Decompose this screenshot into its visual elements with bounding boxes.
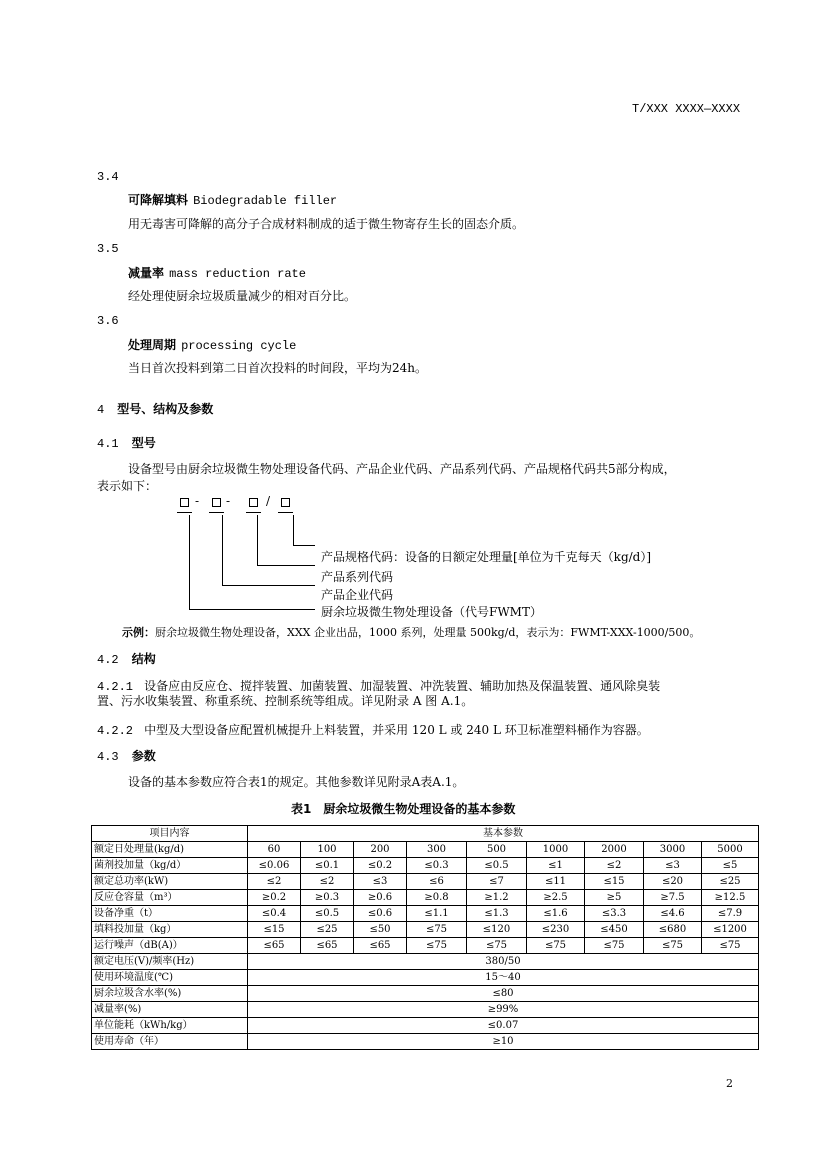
row-value: ≤5 [702,858,759,874]
row-value: ≤0.6 [354,906,407,922]
section-4-2-heading [97,648,156,667]
row-value: ≤1 [527,858,585,874]
table-header-row [92,826,759,842]
row-value: ≤0.06 [248,858,301,874]
leader-line-series-h [257,565,315,566]
row-value: 2000 [585,842,644,858]
row-value: ≥0.3 [301,890,354,906]
row-value: 3000 [644,842,702,858]
row-value: ≤11 [527,874,585,890]
table-row [92,842,759,858]
row-value: ≤1.1 [407,906,467,922]
heading-title: 型号、结构及参数 [117,402,214,416]
heading-number: 4.3 [97,750,119,764]
table-row [92,1018,759,1034]
table-row [92,922,759,938]
row-value: ≤680 [644,922,702,938]
section-3-6-term [128,334,296,353]
table-row [92,970,759,986]
leader-line-device-v [189,515,190,609]
row-value: ≥1.2 [467,890,527,906]
code-box-3 [249,498,258,507]
table-row [92,1034,759,1050]
row-label: 使用环境温度(℃) [92,970,248,986]
code-underline-2 [209,512,224,513]
row-value: ≤15 [248,922,301,938]
section-4-heading [97,398,213,417]
row-value: ≤1.6 [527,906,585,922]
row-value: ≤0.5 [467,858,527,874]
row-value: ≤80 [248,986,759,1002]
header-basic-params: 基本参数 [248,826,759,842]
row-value: ≤1.3 [467,906,527,922]
table-row [92,954,759,970]
term-chinese: 处理周期 [128,338,177,352]
row-value: ≤2 [585,858,644,874]
section-4-1-text-line2: 表示如下： [97,479,158,493]
code-separator-1: - [195,494,200,508]
section-3-4-term [128,189,337,208]
parameters-table [91,825,759,1050]
row-value: ≥0.6 [354,890,407,906]
section-3-5-definition: 经处理使厨余垃圾质量减少的相对百分比。 [128,289,357,303]
code-underline-1 [177,512,192,513]
row-value: ≤75 [407,938,467,954]
row-label: 使用寿命（年） [92,1034,248,1050]
code-box-2 [212,498,221,507]
document-code: T/XXX XXXX—XXXX [632,102,741,116]
page-number: 2 [726,1077,733,1090]
leader-line-series-v [257,515,258,565]
code-box-1 [180,498,189,507]
leader-line-enterprise-v [222,515,223,585]
section-3-6-number: 3.6 [97,314,119,328]
heading-number: 4 [97,403,105,417]
code-separator-2: - [226,494,231,508]
row-value: 300 [407,842,467,858]
row-value: ≤3.3 [585,906,644,922]
leader-line-spec-h [293,545,315,546]
row-value: ≤75 [644,938,702,954]
section-4-2-2 [97,719,649,738]
row-value: ≤1200 [702,922,759,938]
row-value: ≤120 [467,922,527,938]
row-label: 设备净重（t） [92,906,248,922]
table-row [92,938,759,954]
row-value: ≤4.6 [644,906,702,922]
section-3-4-number: 3.4 [97,170,119,184]
section-3-5-number: 3.5 [97,242,119,256]
row-label: 减量率(%) [92,1002,248,1018]
row-value: ≤0.5 [301,906,354,922]
row-value: ≥2.5 [527,890,585,906]
row-value: ≤6 [407,874,467,890]
row-value: ≥10 [248,1034,759,1050]
section-4-1-text-line1: 设备型号由厨余垃圾微生物处理设备代码、产品企业代码、产品系列代码、产品规格代码共5部分构成， [128,462,676,476]
row-value: ≤2 [248,874,301,890]
clause-number: 4.2.1 [97,680,134,694]
row-value: ≤75 [527,938,585,954]
clause-number: 4.2.2 [97,724,134,738]
term-english: processing cycle [181,339,297,353]
example-text: 厨余垃圾微生物处理设备，XXX 企业出品，1000 系列，处理量 500kg/d，表示为：FWMT-XXX-1000/500。 [155,626,701,639]
row-value: ≥0.8 [407,890,467,906]
row-value: ≥7.5 [644,890,702,906]
term-chinese: 减量率 [128,266,165,280]
row-value: ≤65 [301,938,354,954]
heading-title: 型号 [131,436,156,450]
table-row [92,874,759,890]
diagram-label-enterprise-code: 产品企业代码 [321,588,394,602]
table-row [92,1002,759,1018]
section-3-5-term [128,262,306,281]
code-underline-4 [278,512,293,513]
heading-number: 4.1 [97,437,119,451]
row-value: 5000 [702,842,759,858]
clause-text: 中型及大型设备应配置机械提升上料装置，并采用 120 L 或 240 L 环卫标准塑料桶作为容器。 [144,723,649,737]
row-label: 额定总功率(kW) [92,874,248,890]
row-value: ≤50 [354,922,407,938]
row-value: ≤0.1 [301,858,354,874]
row-value: ≤230 [527,922,585,938]
heading-number: 4.2 [97,653,119,667]
row-value: 200 [354,842,407,858]
table-row [92,986,759,1002]
table-row [92,858,759,874]
section-4-1-heading [97,432,156,451]
row-value: ≤75 [585,938,644,954]
row-value: ≥0.2 [248,890,301,906]
section-3-4-definition: 用无毒害可降解的高分子合成材料制成的适于微生物寄存生长的固态介质。 [128,217,525,231]
leader-line-enterprise-h [222,585,315,586]
row-label: 厨余垃圾含水率(%) [92,986,248,1002]
row-value: ≤65 [248,938,301,954]
section-4-3-text: 设备的基本参数应符合表1的规定。其他参数详见附录A表A.1。 [128,775,465,789]
row-value: ≤2 [301,874,354,890]
row-value: ≥99% [248,1002,759,1018]
row-value: ≤75 [467,938,527,954]
row-value: ≤75 [407,922,467,938]
row-label: 菌剂投加量（kg/d） [92,858,248,874]
row-value: ≤7.9 [702,906,759,922]
term-english: mass reduction rate [169,267,306,281]
clause-text: 设备应由反应仓、搅拌装置、加菌装置、加湿装置、冲洗装置、辅助加热及保温装置、通风除臭装 [144,679,661,693]
row-value: ≤3 [354,874,407,890]
row-value: ≤20 [644,874,702,890]
row-value: ≤25 [301,922,354,938]
row-value: ≤75 [702,938,759,954]
row-value: ≤0.3 [407,858,467,874]
row-value: ≤450 [585,922,644,938]
section-4-3-heading [97,745,156,764]
section-3-6-definition: 当日首次投料到第二日首次投料的时间段，平均为24h。 [128,361,428,375]
code-underline-3 [246,512,261,513]
code-box-4 [281,498,290,507]
row-value: ≤15 [585,874,644,890]
leader-line-spec-v [293,515,294,545]
row-label: 额定日处理量(kg/d) [92,842,248,858]
diagram-label-series-code: 产品系列代码 [321,570,394,584]
row-value: 100 [301,842,354,858]
header-item-content: 项目内容 [92,826,248,842]
row-label: 反应仓容量（m³） [92,890,248,906]
row-value: ≥12.5 [702,890,759,906]
row-value: 380/50 [248,954,759,970]
term-chinese: 可降解填料 [128,193,189,207]
term-english: Biodegradable filler [193,194,338,208]
row-label: 单位能耗（kWh/kg） [92,1018,248,1034]
row-value: ≤0.2 [354,858,407,874]
table-caption: 表1 厨余垃圾微生物处理设备的基本参数 [291,802,516,816]
heading-title: 参数 [131,749,156,763]
row-value: 15～40 [248,970,759,986]
row-value: 1000 [527,842,585,858]
row-value: ≤25 [702,874,759,890]
code-separator-3: / [266,494,271,508]
row-value: ≤65 [354,938,407,954]
row-value: ≤0.4 [248,906,301,922]
example-label: 示例： [122,626,155,639]
section-4-2-1-line2: 置、污水收集装置、称重系统、控制系统等组成。详见附录 A 图 A.1。 [97,694,474,708]
row-value: ≥5 [585,890,644,906]
row-value: 500 [467,842,527,858]
row-value: ≤7 [467,874,527,890]
model-example [122,621,700,640]
row-value: ≤3 [644,858,702,874]
diagram-label-device-code: 厨余垃圾微生物处理设备（代号FWMT） [321,605,542,619]
row-label: 填料投加量（kg） [92,922,248,938]
leader-line-device-h [189,609,315,610]
table-row [92,890,759,906]
row-label: 运行噪声（dB(A)） [92,938,248,954]
row-label: 额定电压(V)/频率(Hz) [92,954,248,970]
heading-title: 结构 [131,652,156,666]
row-value: 60 [248,842,301,858]
diagram-label-spec-code: 产品规格代码：设备的日额定处理量[单位为千克每天（kg/d）] [321,550,652,564]
row-value: ≤0.07 [248,1018,759,1034]
table-row [92,906,759,922]
